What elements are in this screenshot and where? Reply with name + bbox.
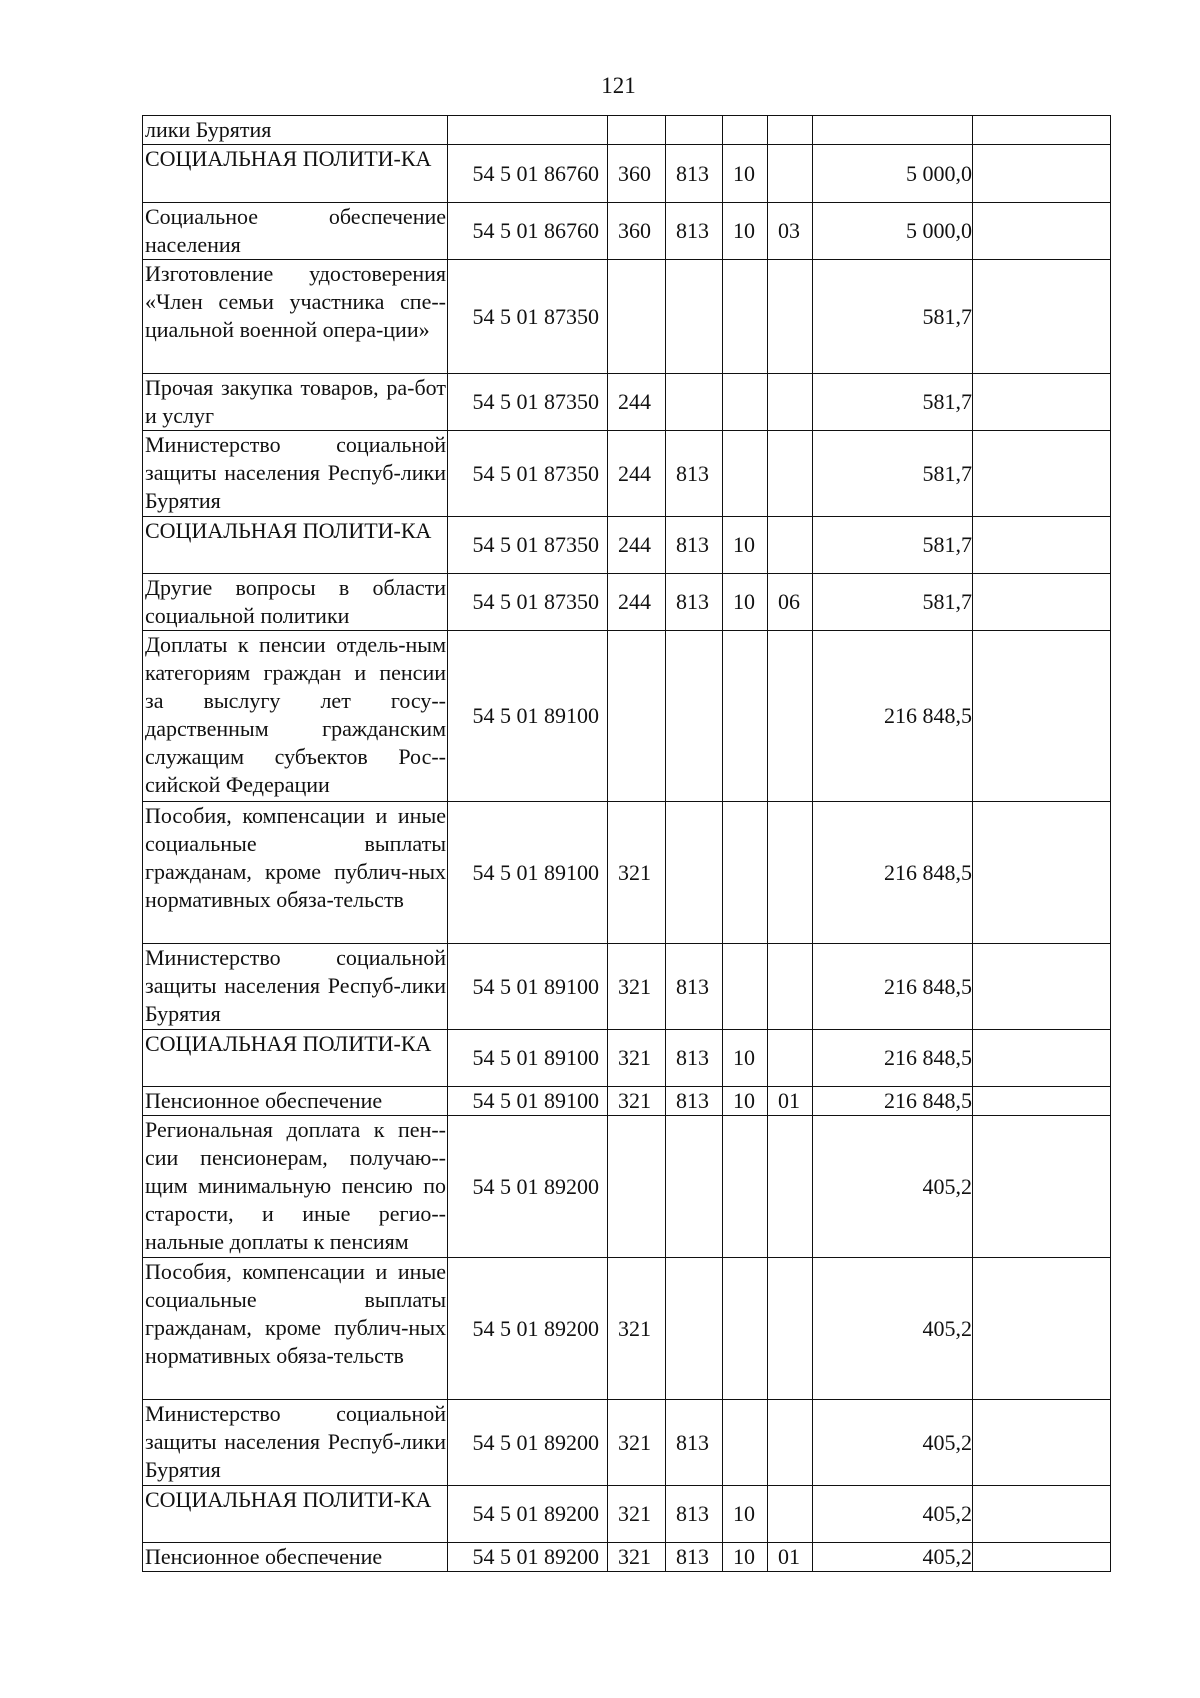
subsection-cell [768,116,813,145]
row-name-cell: СОЦИАЛЬНАЯ ПОЛИТИ-КА [143,1030,448,1087]
row-name-cell: Прочая закупка товаров, ра-бот и услуг [143,374,448,431]
subsection-cell [768,1486,813,1543]
ministry-code-cell [666,116,723,145]
ministry-code-cell: 813 [666,517,723,574]
expense-type-cell: 244 [608,374,666,431]
ministry-code-cell: 813 [666,1486,723,1543]
expense-type-cell: 244 [608,574,666,631]
subsection-cell [768,145,813,203]
section-cell: 10 [723,145,768,203]
expense-type-cell: 360 [608,145,666,203]
target-code-cell: 54 5 01 89200 [448,1543,608,1572]
amount-cell: 216 848,5 [813,1030,973,1087]
subsection-cell [768,1030,813,1087]
target-code-cell: 54 5 01 86760 [448,203,608,260]
table-row [143,374,1111,431]
target-code-cell: 54 5 01 87350 [448,260,608,374]
expense-type-cell: 321 [608,1543,666,1572]
row-name-cell: Министерство социальной защиты населения Респуб-лики Бурятия [143,431,448,517]
amount-cell: 581,7 [813,517,973,574]
extra-cell [973,802,1111,944]
amount-cell: 581,7 [813,374,973,431]
row-name-cell: СОЦИАЛЬНАЯ ПОЛИТИ-КА [143,1486,448,1543]
table-body [143,116,1111,1572]
ministry-code-cell: 813 [666,944,723,1030]
subsection-cell: 06 [768,574,813,631]
extra-cell [973,1400,1111,1486]
expense-type-cell [608,1116,666,1258]
ministry-code-cell: 813 [666,1087,723,1116]
target-code-cell: 54 5 01 87350 [448,431,608,517]
extra-cell [973,260,1111,374]
row-name-cell: Социальное обеспечение населения [143,203,448,260]
target-code-cell: 54 5 01 89200 [448,1116,608,1258]
subsection-cell [768,1116,813,1258]
section-cell: 10 [723,1543,768,1572]
expense-type-cell: 321 [608,1030,666,1087]
extra-cell [973,1030,1111,1087]
row-name-cell: Министерство социальной защиты населения Респуб-лики Бурятия [143,1400,448,1486]
amount-cell: 216 848,5 [813,631,973,802]
table-row [143,431,1111,517]
amount-cell: 581,7 [813,431,973,517]
ministry-code-cell [666,260,723,374]
ministry-code-cell [666,631,723,802]
section-cell: 10 [723,517,768,574]
table-row [143,574,1111,631]
subsection-cell: 03 [768,203,813,260]
amount-cell: 216 848,5 [813,802,973,944]
amount-cell: 405,2 [813,1258,973,1400]
extra-cell [973,517,1111,574]
table-row [143,944,1111,1030]
expense-type-cell: 244 [608,431,666,517]
row-name-cell: Другие вопросы в области социальной политики [143,574,448,631]
ministry-code-cell [666,1258,723,1400]
row-name-cell: Пособия, компенсации и иные социальные выплаты гражданам, кроме публич-ных нормативных обяза-тельств [143,1258,448,1400]
table-row [143,203,1111,260]
subsection-cell [768,1258,813,1400]
ministry-code-cell: 813 [666,1030,723,1087]
amount-cell: 216 848,5 [813,1087,973,1116]
section-cell [723,802,768,944]
section-cell: 10 [723,1486,768,1543]
section-cell [723,1116,768,1258]
subsection-cell [768,1400,813,1486]
target-code-cell: 54 5 01 89200 [448,1486,608,1543]
budget-table [142,115,1111,1572]
ministry-code-cell: 813 [666,431,723,517]
table-row [143,802,1111,944]
extra-cell [973,1486,1111,1543]
extra-cell [973,1087,1111,1116]
section-cell: 10 [723,1030,768,1087]
ministry-code-cell: 813 [666,574,723,631]
subsection-cell: 01 [768,1543,813,1572]
amount-cell: 216 848,5 [813,944,973,1030]
target-code-cell: 54 5 01 89100 [448,631,608,802]
subsection-cell [768,944,813,1030]
row-name-cell: лики Бурятия [143,116,448,145]
section-cell: 10 [723,203,768,260]
expense-type-cell: 321 [608,944,666,1030]
target-code-cell: 54 5 01 87350 [448,374,608,431]
table-row [143,1087,1111,1116]
amount-cell: 581,7 [813,574,973,631]
extra-cell [973,116,1111,145]
amount-cell: 405,2 [813,1116,973,1258]
expense-type-cell: 321 [608,1087,666,1116]
ministry-code-cell: 813 [666,1543,723,1572]
table-row [143,1486,1111,1543]
table-row [143,1116,1111,1258]
target-code-cell: 54 5 01 89100 [448,802,608,944]
target-code-cell: 54 5 01 89100 [448,944,608,1030]
expense-type-cell: 321 [608,1486,666,1543]
section-cell [723,1258,768,1400]
ministry-code-cell [666,802,723,944]
subsection-cell [768,431,813,517]
section-cell [723,631,768,802]
extra-cell [973,631,1111,802]
table-row [143,1400,1111,1486]
extra-cell [973,431,1111,517]
extra-cell [973,944,1111,1030]
section-cell: 10 [723,574,768,631]
expense-type-cell: 360 [608,203,666,260]
section-cell [723,1400,768,1486]
row-name-cell: Пособия, компенсации и иные социальные выплаты гражданам, кроме публич-ных нормативных обяза-тельств [143,802,448,944]
subsection-cell: 01 [768,1087,813,1116]
subsection-cell [768,631,813,802]
expense-type-cell [608,631,666,802]
target-code-cell [448,116,608,145]
subsection-cell [768,260,813,374]
section-cell [723,431,768,517]
table-row [143,1030,1111,1087]
extra-cell [973,1116,1111,1258]
row-name-cell: СОЦИАЛЬНАЯ ПОЛИТИ-КА [143,145,448,203]
extra-cell [973,1543,1111,1572]
expense-type-cell [608,116,666,145]
ministry-code-cell [666,1116,723,1258]
target-code-cell: 54 5 01 86760 [448,145,608,203]
section-cell [723,944,768,1030]
table-row [143,631,1111,802]
amount-cell: 5 000,0 [813,145,973,203]
table-row [143,116,1111,145]
extra-cell [973,145,1111,203]
section-cell: 10 [723,1087,768,1116]
amount-cell: 405,2 [813,1543,973,1572]
subsection-cell [768,802,813,944]
table-row [143,1543,1111,1572]
row-name-cell: Министерство социальной защиты населения Респуб-лики Бурятия [143,944,448,1030]
row-name-cell: Пенсионное обеспечение [143,1087,448,1116]
expense-type-cell: 321 [608,802,666,944]
table-row [143,1258,1111,1400]
expense-type-cell: 321 [608,1400,666,1486]
amount-cell: 5 000,0 [813,203,973,260]
row-name-cell: СОЦИАЛЬНАЯ ПОЛИТИ-КА [143,517,448,574]
row-name-cell: Пенсионное обеспечение [143,1543,448,1572]
subsection-cell [768,374,813,431]
extra-cell [973,374,1111,431]
page-number: 121 [601,73,636,98]
amount-cell: 405,2 [813,1400,973,1486]
extra-cell [973,203,1111,260]
row-name-cell: Доплаты к пенсии отдель-ным категориям граждан и пенсии за выслугу лет госу-дарственным гражданским служащим субъектов Рос-сийской Федерации [143,631,448,802]
section-cell [723,116,768,145]
ministry-code-cell: 813 [666,203,723,260]
section-cell [723,374,768,431]
subsection-cell [768,517,813,574]
target-code-cell: 54 5 01 87350 [448,517,608,574]
target-code-cell: 54 5 01 89100 [448,1030,608,1087]
table-row [143,260,1111,374]
ministry-code-cell: 813 [666,1400,723,1486]
extra-cell [973,1258,1111,1400]
row-name-cell: Изготовление удостоверения «Член семьи участника спе-циальной военной опера-ции» [143,260,448,374]
row-name-cell: Региональная доплата к пен-сии пенсионерам, получаю-щим минимальную пенсию по старости, и иные регио-нальные доплаты к пенсиям [143,1116,448,1258]
target-code-cell: 54 5 01 87350 [448,574,608,631]
expense-type-cell: 321 [608,1258,666,1400]
expense-type-cell: 244 [608,517,666,574]
target-code-cell: 54 5 01 89200 [448,1258,608,1400]
ministry-code-cell [666,374,723,431]
table-row [143,517,1111,574]
table-row [143,145,1111,203]
amount-cell: 405,2 [813,1486,973,1543]
target-code-cell: 54 5 01 89200 [448,1400,608,1486]
section-cell [723,260,768,374]
amount-cell [813,116,973,145]
expense-type-cell [608,260,666,374]
extra-cell [973,574,1111,631]
ministry-code-cell: 813 [666,145,723,203]
amount-cell: 581,7 [813,260,973,374]
target-code-cell: 54 5 01 89100 [448,1087,608,1116]
